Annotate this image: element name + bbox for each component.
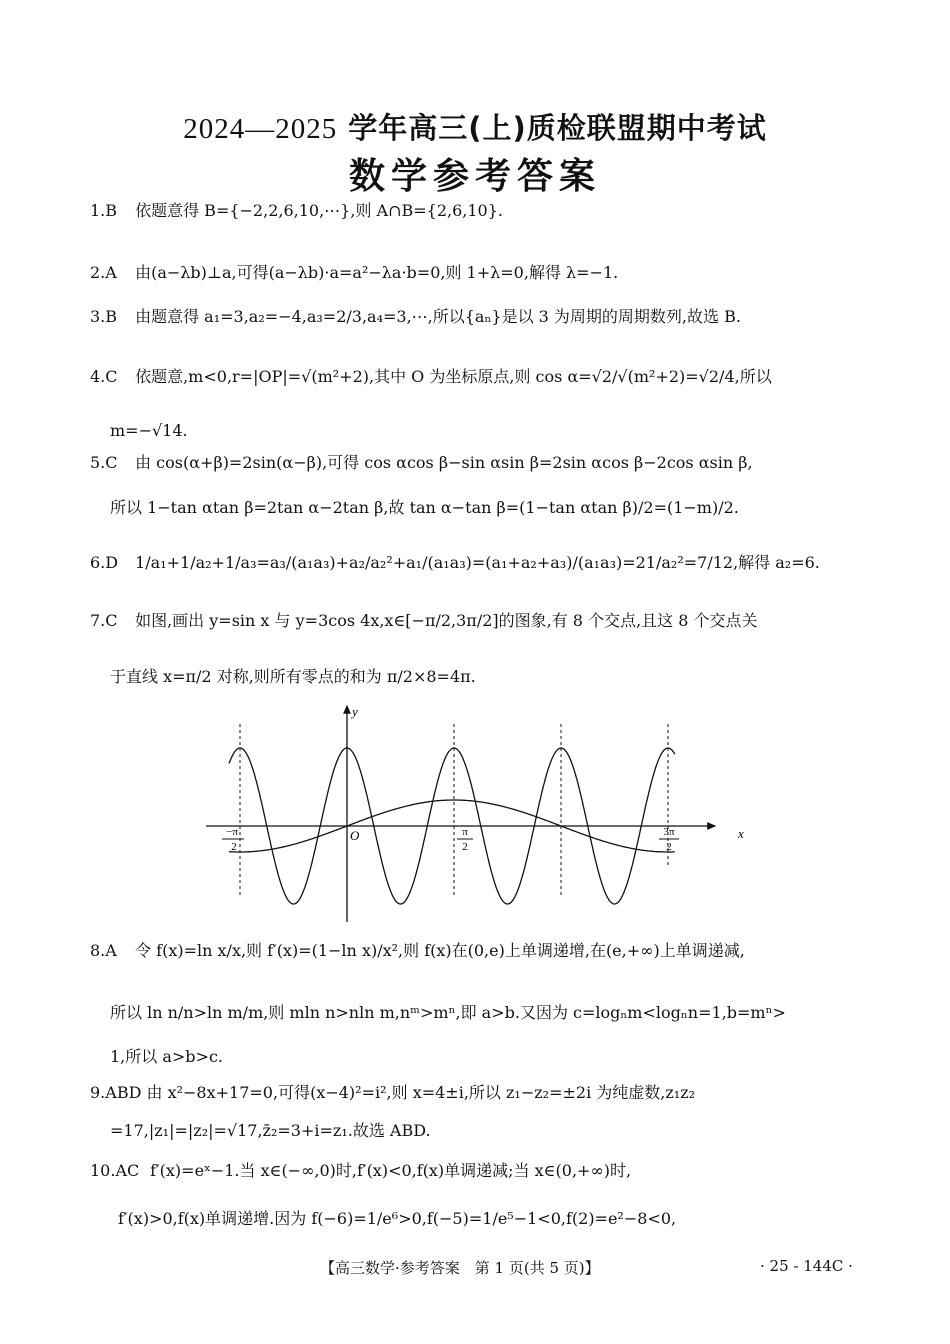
answer-9	[90, 1082, 695, 1104]
answer-text: 由 x²−8x+17=0,可得(x−4)²=i²,则 x=4±i,所以 z₁−z₂=±2i 为纯虚数,z₁z₂	[146, 1083, 696, 1102]
answer-number: 1.B	[90, 201, 118, 220]
answer-number: 3.B	[90, 307, 118, 326]
answer-number: 6.D	[90, 553, 119, 572]
answer-text: 由题意得 a₁=3,a₂=−4,a₃=2/3,a₄=3,⋯,所以{aₙ}是以 3 为周期的周期数列,故选 B.	[135, 307, 741, 326]
answer-7-cont: 于直线 x=π/2 对称,则所有零点的和为 π/2×8=4π.	[110, 667, 476, 686]
answer-number: 8.A	[90, 941, 117, 960]
svg-text:2: 2	[231, 841, 237, 853]
svg-text:−π: −π	[226, 826, 238, 838]
answer-3	[90, 306, 741, 328]
svg-text:2: 2	[462, 841, 468, 853]
answer-5	[90, 452, 753, 474]
svg-text:2: 2	[666, 841, 672, 853]
answer-number: 7.C	[90, 611, 118, 630]
svg-text:3π: 3π	[663, 826, 675, 838]
answer-8-cont2: 1,所以 a>b>c.	[110, 1047, 223, 1066]
origin-label: O	[350, 828, 360, 843]
answer-6	[90, 552, 820, 574]
answer-1	[90, 200, 503, 222]
answer-number: 5.C	[90, 453, 118, 472]
answer-8	[90, 940, 745, 962]
sin-cos-figure	[200, 700, 760, 930]
svg-text:π: π	[462, 826, 468, 838]
answer-text: 由(a−λb)⊥a,可得(a−λb)·a=a²−λa·b=0,则 1+λ=0,解得 λ=−1.	[135, 263, 619, 282]
answer-text: 依题意得 B={−2,2,6,10,⋯},则 A∩B={2,6,10}.	[135, 201, 503, 220]
page-subtitle: 数学参考答案	[348, 156, 601, 197]
answer-text: 如图,画出 y=sin x 与 y=3cos 4x,x∈[−π/2,3π/2]的图象,有 8 个交点,且这 8 个交点关	[135, 611, 758, 630]
answer-4	[90, 366, 772, 388]
answer-number: 9.ABD	[90, 1083, 142, 1102]
answer-text: 1/a₁+1/a₂+1/a₃=a₃/(a₁a₃)+a₂/a₂²+a₁/(a₁a₃)=(a₁+a₂+a₃)/(a₁a₃)=21/a₂²=7/12,解得 a₂=6.	[135, 553, 820, 572]
title-text: 学年高三(上)质检联盟期中考试	[348, 111, 767, 145]
exam-title	[0, 106, 950, 147]
answer-text: 由 cos(α+β)=2sin(α−β),可得 cos αcos β−sin αsin β=2sin αcos β−2cos αsin β,	[135, 453, 753, 472]
title-year: 2024—2025	[183, 113, 338, 145]
y-axis-label: y	[352, 704, 358, 719]
answer-number: 10.AC	[90, 1161, 140, 1180]
page-footer: 【高三数学·参考答案 第 1 页(共 5 页)】	[320, 1259, 600, 1277]
answer-8-cont: 所以 ln n/n>ln m/m,则 mln n>nln m,nᵐ>mⁿ,即 a>b.又因为 c=logₙm<logₙn=1,b=mⁿ>	[110, 1003, 786, 1022]
answer-number: 2.A	[90, 263, 117, 282]
answer-10-cont: f′(x)>0,f(x)单调递增.因为 f(−6)=1/e⁶>0,f(−5)=1/e⁵−1<0,f(2)=e²−8<0,	[118, 1209, 677, 1228]
answer-text: 依题意,m<0,r=|OP|=√(m²+2),其中 O 为坐标原点,则 cos α=√2/√(m²+2)=√2/4,所以	[135, 367, 772, 386]
answer-2	[90, 262, 618, 284]
answer-5-cont: 所以 1−tan αtan β=2tan α−2tan β,故 tan α−tan β=(1−tan αtan β)/2=(1−m)/2.	[110, 498, 739, 517]
answer-text: 令 f(x)=ln x/x,则 f′(x)=(1−ln x)/x²,则 f(x)在(0,e)上单调递增,在(e,+∞)上单调递减,	[135, 941, 745, 960]
answer-9-cont: =17,|z₁|=|z₂|=√17,z̄₂=3+i=z₁.故选 ABD.	[110, 1121, 431, 1140]
answer-text: f′(x)=eˣ−1.当 x∈(−∞,0)时,f′(x)<0,f(x)单调递减;当 x∈(0,+∞)时,	[150, 1161, 632, 1180]
answer-4-cont: m=−√14.	[110, 421, 188, 440]
x-axis-label: x	[738, 826, 744, 841]
answer-7	[90, 610, 758, 632]
answer-10	[90, 1160, 631, 1182]
exam-code: · 25 - 144C ·	[760, 1257, 853, 1275]
answer-number: 4.C	[90, 367, 118, 386]
